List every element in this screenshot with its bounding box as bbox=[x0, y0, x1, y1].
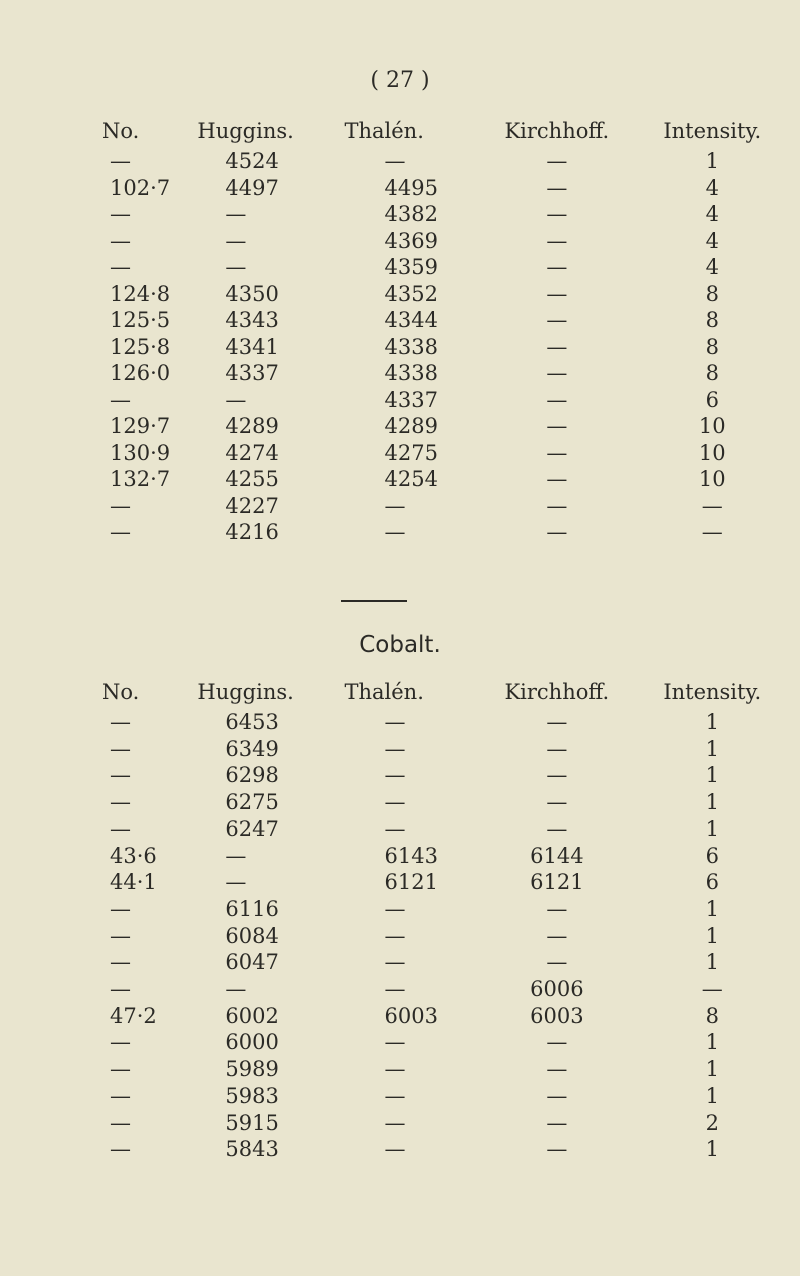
cell-huggins: — bbox=[225, 202, 247, 226]
cell-kirchhoff: 6003 bbox=[530, 1003, 584, 1028]
table-row bbox=[100, 949, 790, 976]
cell-kirchhoff: — bbox=[546, 281, 568, 306]
cell-huggins: 6298 bbox=[225, 763, 279, 788]
cell-kirchhoff: — bbox=[546, 1110, 568, 1135]
cell-thalen: — bbox=[384, 790, 406, 815]
table-row bbox=[100, 307, 790, 334]
cell-huggins: 4350 bbox=[225, 281, 279, 306]
cell-kirchhoff: — bbox=[546, 387, 568, 412]
cell-thalen: 4338 bbox=[384, 361, 438, 385]
cell-no: — bbox=[110, 149, 131, 173]
cell-thalen: 4369 bbox=[384, 228, 438, 253]
cell-intensity: 8 bbox=[705, 334, 719, 359]
cell-no: 124·8 bbox=[110, 281, 171, 306]
cell-huggins: 6116 bbox=[225, 896, 279, 921]
header-intensity: Intensity. bbox=[663, 119, 762, 143]
cell-no: 132·7 bbox=[110, 467, 171, 491]
table-row bbox=[100, 360, 790, 387]
cell-intensity: 2 bbox=[705, 1110, 719, 1135]
cell-huggins: 5989 bbox=[225, 1057, 279, 1082]
table-row bbox=[100, 1110, 790, 1137]
cell-huggins: 6000 bbox=[225, 1030, 279, 1055]
cell-intensity: 8 bbox=[705, 308, 719, 332]
cell-thalen: 6003 bbox=[384, 1003, 438, 1028]
table-body bbox=[100, 709, 790, 1163]
header-huggins: Huggins. bbox=[197, 119, 294, 143]
cell-no: — bbox=[110, 202, 131, 226]
cell-huggins: 6275 bbox=[225, 790, 279, 815]
cell-no: — bbox=[110, 228, 131, 253]
cell-huggins: 4524 bbox=[225, 149, 279, 173]
table-row bbox=[100, 440, 790, 467]
cell-thalen: 4352 bbox=[384, 281, 438, 306]
cell-thalen: — bbox=[384, 977, 406, 1002]
cell-intensity: 1 bbox=[705, 1083, 719, 1108]
cell-intensity: 1 bbox=[705, 736, 719, 761]
table-row bbox=[100, 228, 790, 255]
table-row bbox=[100, 519, 790, 546]
table-row bbox=[100, 148, 790, 175]
cell-no: 129·7 bbox=[110, 414, 171, 438]
cell-huggins: 6349 bbox=[225, 736, 279, 761]
cell-thalen: — bbox=[384, 1057, 406, 1082]
cell-kirchhoff: — bbox=[546, 816, 568, 841]
cell-huggins: 5843 bbox=[225, 1137, 279, 1162]
cell-intensity: 1 bbox=[705, 950, 719, 975]
cell-intensity: 6 bbox=[705, 870, 719, 895]
cell-no: — bbox=[110, 896, 131, 921]
cell-intensity: 1 bbox=[705, 816, 719, 841]
cell-huggins: 4343 bbox=[225, 308, 279, 332]
cell-kirchhoff: — bbox=[546, 334, 568, 359]
cell-kirchhoff: — bbox=[546, 923, 568, 948]
cell-intensity: 6 bbox=[705, 387, 719, 412]
cell-kirchhoff: — bbox=[546, 1057, 568, 1082]
cell-no: — bbox=[110, 790, 131, 815]
cell-huggins: — bbox=[225, 843, 247, 868]
table-row bbox=[100, 387, 790, 414]
cell-intensity: 4 bbox=[705, 175, 719, 200]
cell-thalen: — bbox=[384, 1137, 406, 1162]
cobalt-lines-table bbox=[100, 675, 790, 1163]
cell-intensity: 1 bbox=[705, 149, 719, 173]
cell-kirchhoff: — bbox=[546, 149, 568, 173]
table-header-row bbox=[100, 114, 790, 148]
cell-huggins: — bbox=[225, 387, 247, 412]
cell-thalen: 4254 bbox=[384, 467, 438, 491]
table-row bbox=[100, 175, 790, 202]
cell-thalen: — bbox=[384, 1083, 406, 1108]
table-row bbox=[100, 762, 790, 789]
cell-intensity: 1 bbox=[705, 790, 719, 815]
cell-thalen: — bbox=[384, 816, 406, 841]
header-thalen: Thalén. bbox=[344, 680, 424, 704]
cell-huggins: — bbox=[225, 870, 247, 895]
cell-no: 44·1 bbox=[110, 870, 157, 895]
cell-huggins: 4274 bbox=[225, 440, 279, 465]
cell-huggins: — bbox=[225, 255, 247, 279]
cell-thalen: — bbox=[384, 923, 406, 948]
cell-huggins: 6084 bbox=[225, 923, 279, 948]
header-no: No. bbox=[102, 680, 140, 704]
table-row bbox=[100, 736, 790, 763]
section-title: Cobalt. bbox=[359, 632, 441, 658]
table-row bbox=[100, 789, 790, 816]
cell-huggins: 4255 bbox=[225, 467, 279, 491]
cell-no: — bbox=[110, 710, 131, 734]
cell-huggins: 6047 bbox=[225, 950, 279, 975]
cell-kirchhoff: — bbox=[546, 414, 568, 438]
cell-no: — bbox=[110, 1110, 131, 1135]
table-row bbox=[100, 281, 790, 308]
cell-thalen: 4359 bbox=[384, 255, 438, 279]
cell-intensity: 4 bbox=[705, 255, 719, 279]
cell-no: — bbox=[110, 1057, 131, 1082]
cell-intensity: 8 bbox=[705, 281, 719, 306]
cell-huggins: 5983 bbox=[225, 1083, 279, 1108]
cell-huggins: — bbox=[225, 228, 247, 253]
cell-no: 130·9 bbox=[110, 440, 171, 465]
cell-no: — bbox=[110, 816, 131, 841]
cell-intensity: 1 bbox=[705, 763, 719, 788]
cell-no: 125·8 bbox=[110, 334, 171, 359]
cell-thalen: 4275 bbox=[384, 440, 438, 465]
header-kirchhoff: Kirchhoff. bbox=[504, 119, 610, 143]
header-thalen: Thalén. bbox=[344, 119, 424, 143]
cell-intensity: 6 bbox=[705, 843, 719, 868]
cell-no: — bbox=[110, 736, 131, 761]
table-row bbox=[100, 1003, 790, 1030]
cell-thalen: — bbox=[384, 710, 406, 734]
table-row bbox=[100, 816, 790, 843]
table-row bbox=[100, 709, 790, 736]
table-row bbox=[100, 334, 790, 361]
cell-kirchhoff: — bbox=[546, 763, 568, 788]
cell-thalen: 6143 bbox=[384, 843, 438, 868]
cell-no: — bbox=[110, 977, 131, 1002]
cell-no: — bbox=[110, 1137, 131, 1162]
cell-intensity: 8 bbox=[705, 1003, 719, 1028]
spectral-lines-table bbox=[100, 114, 790, 546]
cell-kirchhoff: — bbox=[546, 175, 568, 200]
cell-intensity: 1 bbox=[705, 896, 719, 921]
cell-huggins: 4497 bbox=[225, 175, 279, 200]
cell-intensity: 1 bbox=[705, 1137, 719, 1162]
cell-thalen: — bbox=[384, 763, 406, 788]
cell-thalen: — bbox=[384, 493, 406, 518]
header-no: No. bbox=[102, 119, 140, 143]
cell-kirchhoff: 6144 bbox=[530, 843, 584, 868]
cell-huggins: — bbox=[225, 977, 247, 1002]
header-huggins: Huggins. bbox=[197, 680, 294, 704]
table-row bbox=[100, 869, 790, 896]
cell-huggins: 6453 bbox=[225, 710, 279, 734]
cell-kirchhoff: — bbox=[546, 790, 568, 815]
cell-no: — bbox=[110, 387, 131, 412]
cell-intensity: 4 bbox=[705, 228, 719, 253]
cell-intensity: — bbox=[701, 493, 723, 518]
cell-kirchhoff: — bbox=[546, 308, 568, 332]
cell-kirchhoff: — bbox=[546, 736, 568, 761]
table-row bbox=[100, 896, 790, 923]
cell-kirchhoff: — bbox=[546, 950, 568, 975]
header-intensity: Intensity. bbox=[663, 680, 762, 704]
table-row bbox=[100, 1136, 790, 1163]
table-row bbox=[100, 254, 790, 281]
cell-no: — bbox=[110, 1030, 131, 1055]
cell-thalen: 6121 bbox=[384, 870, 438, 895]
cell-kirchhoff: — bbox=[546, 440, 568, 465]
cell-intensity: 10 bbox=[698, 467, 726, 491]
cell-thalen: — bbox=[384, 520, 406, 544]
table-row bbox=[100, 843, 790, 870]
cell-kirchhoff: — bbox=[546, 1083, 568, 1108]
cell-no: 125·5 bbox=[110, 308, 171, 332]
cell-thalen: — bbox=[384, 736, 406, 761]
cell-thalen: 4344 bbox=[384, 308, 438, 332]
cell-huggins: 4341 bbox=[225, 334, 279, 359]
cell-thalen: — bbox=[384, 896, 406, 921]
cell-thalen: 4495 bbox=[384, 175, 438, 200]
table-body bbox=[100, 148, 790, 546]
cell-huggins: 4337 bbox=[225, 361, 279, 385]
cell-no: — bbox=[110, 1083, 131, 1108]
cell-kirchhoff: — bbox=[546, 255, 568, 279]
cell-thalen: — bbox=[384, 1030, 406, 1055]
cell-huggins: 4227 bbox=[225, 493, 279, 518]
table-row bbox=[100, 201, 790, 228]
cell-intensity: 1 bbox=[705, 710, 719, 734]
cell-no: 43·6 bbox=[110, 843, 157, 868]
cell-huggins: 5915 bbox=[225, 1110, 279, 1135]
cell-intensity: — bbox=[701, 520, 723, 544]
cell-kirchhoff: — bbox=[546, 1030, 568, 1055]
cell-intensity: 1 bbox=[705, 1057, 719, 1082]
table-row bbox=[100, 493, 790, 520]
cell-intensity: 10 bbox=[698, 414, 726, 438]
cell-kirchhoff: — bbox=[546, 202, 568, 226]
cell-huggins: 6247 bbox=[225, 816, 279, 841]
cell-thalen: 4289 bbox=[384, 414, 438, 438]
cell-thalen: — bbox=[384, 1110, 406, 1135]
table-header-row bbox=[100, 675, 790, 709]
cell-intensity: 4 bbox=[705, 202, 719, 226]
cell-no: — bbox=[110, 493, 131, 518]
cell-no: — bbox=[110, 255, 131, 279]
cell-thalen: 4338 bbox=[384, 334, 438, 359]
table-row bbox=[100, 923, 790, 950]
cell-no: 126·0 bbox=[110, 361, 171, 385]
page-number: ( 27 ) bbox=[370, 68, 430, 93]
cell-thalen: — bbox=[384, 149, 406, 173]
table-row bbox=[100, 1083, 790, 1110]
header-kirchhoff: Kirchhoff. bbox=[504, 680, 610, 704]
cell-kirchhoff: — bbox=[546, 467, 568, 491]
cell-no: — bbox=[110, 763, 131, 788]
table-row bbox=[100, 1029, 790, 1056]
cell-thalen: — bbox=[384, 950, 406, 975]
cell-no: 102·7 bbox=[110, 175, 171, 200]
cell-thalen: 4382 bbox=[384, 202, 438, 226]
table-row bbox=[100, 1056, 790, 1083]
table-row bbox=[100, 976, 790, 1003]
table-row bbox=[100, 466, 790, 493]
cell-no: — bbox=[110, 950, 131, 975]
cell-kirchhoff: — bbox=[546, 493, 568, 518]
cell-kirchhoff: — bbox=[546, 228, 568, 253]
table-row bbox=[100, 413, 790, 440]
cell-kirchhoff: — bbox=[546, 520, 568, 544]
cell-kirchhoff: — bbox=[546, 896, 568, 921]
cell-huggins: 4289 bbox=[225, 414, 279, 438]
cell-no: — bbox=[110, 923, 131, 948]
cell-kirchhoff: — bbox=[546, 710, 568, 734]
cell-intensity: 1 bbox=[705, 1030, 719, 1055]
cell-kirchhoff: — bbox=[546, 361, 568, 385]
cell-kirchhoff: — bbox=[546, 1137, 568, 1162]
cell-intensity: 8 bbox=[705, 361, 719, 385]
cell-kirchhoff: 6006 bbox=[530, 977, 584, 1002]
cell-intensity: — bbox=[701, 977, 723, 1002]
cell-huggins: 6002 bbox=[225, 1003, 279, 1028]
cell-no: 47·2 bbox=[110, 1003, 157, 1028]
cell-huggins: 4216 bbox=[225, 520, 279, 544]
cell-kirchhoff: 6121 bbox=[530, 870, 584, 895]
cell-intensity: 10 bbox=[698, 440, 726, 465]
section-divider bbox=[341, 600, 407, 602]
cell-no: — bbox=[110, 520, 131, 544]
cell-intensity: 1 bbox=[705, 923, 719, 948]
cell-thalen: 4337 bbox=[384, 387, 438, 412]
